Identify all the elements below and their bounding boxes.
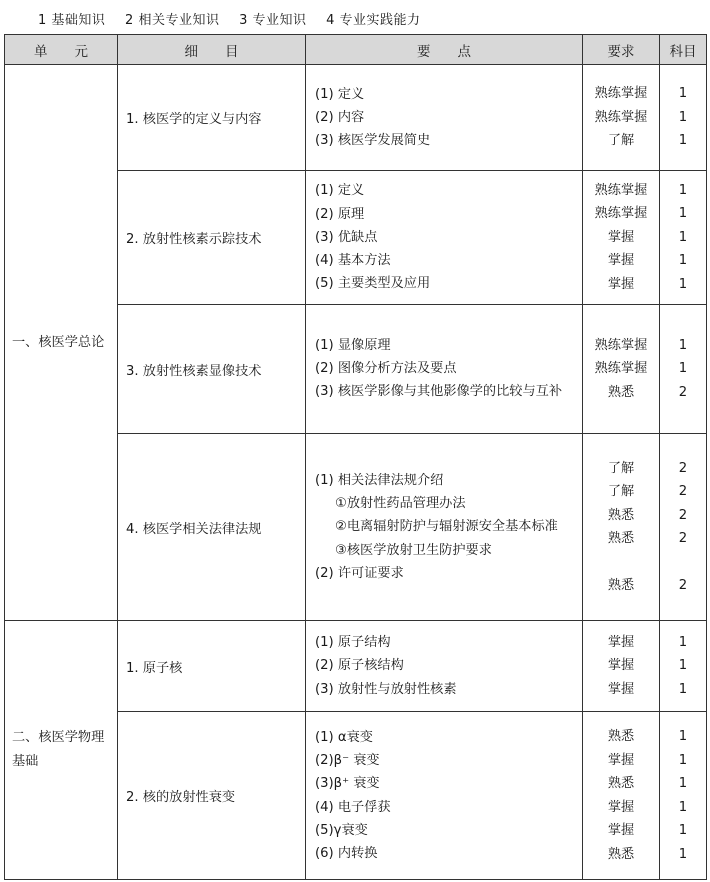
detail-cell: 2. 放射性核素示踪技术 [118,171,306,305]
subject-value: 1 [678,337,688,353]
subject-value: 1 [678,276,688,292]
point-item: (2) 内容 [315,109,365,125]
requirement-cell [583,171,660,305]
subject-cell [660,171,707,305]
requirement-value: 掌握 [607,823,635,838]
points-cell [306,171,583,305]
point-item: (3) 核医学影像与其他影像学的比较与互补 [315,384,563,400]
points-cell [306,434,583,621]
requirement-value: 熟悉 [607,846,635,862]
requirement-value: 掌握 [607,229,635,245]
point-item: (3) 优缺点 [315,229,378,245]
subject-value: 1 [678,361,688,377]
requirement-value: 熟悉 [607,776,635,791]
requirement-value: 了解 [607,460,635,476]
subject-value: 1 [678,253,688,269]
subject-value: 1 [678,182,688,198]
points-cell [306,65,583,171]
requirement-value: 掌握 [607,253,635,269]
requirement-cell [583,434,660,621]
subject-cell [660,65,707,171]
header-subject: 科目 [660,35,707,65]
requirement-value: 熟悉 [607,578,635,593]
table-row [5,65,707,171]
subject-value: 1 [678,133,688,149]
subject-cell [660,305,707,434]
detail-cell: 4. 核医学相关法律法规 [118,434,306,621]
point-item: (1) 原子结构 [315,635,391,651]
subject-legend [38,9,436,28]
requirement-value: 熟练掌握 [594,86,648,102]
point-item: (1) 定义 [315,183,365,199]
header-detail: 细 目 [118,35,306,65]
point-item: (3) 放射性与放射性核素 [315,681,457,697]
requirement-value: 熟悉 [607,384,635,400]
subject-value: 1 [678,752,688,768]
point-item: (5)γ衰变 [315,822,368,838]
requirement-value: 掌握 [607,634,635,650]
detail-cell: 3. 放射性核素显像技术 [118,305,306,434]
header-points: 要 点 [306,35,583,65]
point-item: (4) 基本方法 [315,253,391,269]
requirement-value: 熟练掌握 [594,361,648,377]
requirement-value: 熟练掌握 [594,337,648,353]
subject-value: 2 [678,460,688,476]
requirement-value: 掌握 [607,752,635,768]
point-item: ①放射性药品管理办法 [335,496,466,512]
point-item: (2) 原子核结构 [315,658,404,674]
requirement-value: 了解 [607,133,635,149]
requirement-cell [583,305,660,434]
requirement-cell [583,621,660,712]
subject-value: 1 [678,823,688,838]
point-item: (2) 原理 [315,206,365,222]
header-unit: 单 元 [5,35,118,65]
point-item: ②电离辐射防护与辐射源安全基本标准 [335,519,558,535]
subject-value: 1 [678,846,688,862]
legend-item: 3 专业知识 [239,13,307,28]
unit-cell: 一、核医学总论 [5,65,118,621]
requirement-cell [583,65,660,171]
point-item: (2) 许可证要求 [315,565,404,581]
subject-value: 1 [678,206,688,222]
requirement-cell [583,712,660,880]
detail-cell: 1. 核医学的定义与内容 [118,65,306,171]
detail-cell: 2. 核的放射性衰变 [118,712,306,880]
header-row [5,35,707,65]
requirement-value: 掌握 [607,658,635,674]
subject-value: 2 [678,507,688,523]
legend-item: 2 相关专业知识 [125,13,220,28]
point-item: (1) 显像原理 [315,337,391,353]
subject-cell [660,621,707,712]
point-item: (1) α衰变 [315,729,373,745]
point-item: (6) 内转换 [315,846,378,862]
header-requirement: 要求 [583,35,660,65]
subject-cell [660,712,707,880]
syllabus-table [4,34,707,880]
point-item: (2) 图像分析方法及要点 [315,361,457,376]
requirement-value: 熟悉 [607,531,635,546]
point-item: (3)β⁺ 衰变 [315,776,380,792]
requirement-value: 熟练掌握 [594,206,648,222]
detail-cell: 1. 原子核 [118,621,306,712]
subject-value: 1 [678,681,688,697]
legend-item: 1 基础知识 [38,13,106,28]
subject-value: 1 [678,634,688,650]
requirement-value: 熟悉 [607,507,635,523]
points-cell [306,305,583,434]
point-item: (2)β⁻ 衰变 [315,752,380,768]
subject-value: 1 [678,799,688,815]
requirement-value: 熟练掌握 [594,182,648,198]
legend-item: 4 专业实践能力 [326,13,421,28]
requirement-value: 掌握 [607,681,635,697]
point-item: (5) 主要类型及应用 [315,276,431,292]
subject-value: 1 [678,86,688,102]
point-item: (1) 相关法律法规介绍 [315,472,444,488]
point-item: (4) 电子俘获 [315,799,391,815]
requirement-value: 了解 [607,484,635,499]
requirement-value: 熟悉 [607,729,635,744]
requirement-value: 掌握 [607,799,635,815]
subject-value: 2 [678,384,688,400]
subject-value: 1 [678,109,688,125]
unit-cell: 二、核医学物理基础 [5,621,118,880]
subject-value: 1 [678,229,688,245]
requirement-value: 掌握 [607,276,635,292]
point-item: (1) 定义 [315,86,365,102]
subject-value: 2 [678,578,688,593]
point-item: ③核医学放射卫生防护要求 [335,542,492,558]
subject-cell [660,434,707,621]
requirement-value: 熟练掌握 [594,109,648,125]
subject-value: 2 [678,531,688,546]
subject-value: 1 [678,729,688,744]
points-cell [306,621,583,712]
point-item: (3) 核医学发展简史 [315,133,431,149]
subject-value: 1 [678,776,688,791]
points-cell [306,712,583,880]
subject-value: 2 [678,484,688,499]
subject-value: 1 [678,658,688,674]
table-row [5,621,707,712]
